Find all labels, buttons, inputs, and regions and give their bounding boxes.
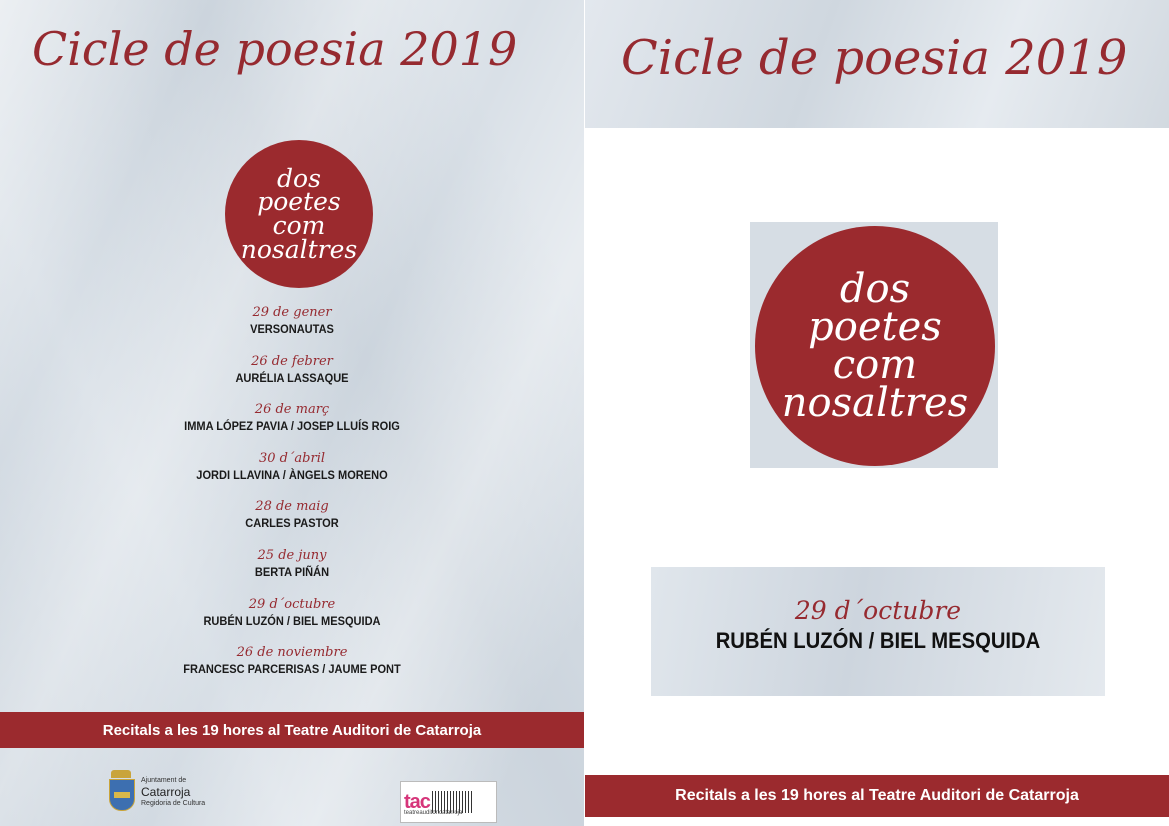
schedule-entry — [92, 596, 492, 645]
tac-mark: tac — [404, 790, 430, 813]
tac-subtitle: teatreauditoricatarroja — [404, 810, 463, 816]
schedule-entry — [92, 353, 492, 402]
ajuntament-name: Catarroja — [141, 785, 191, 799]
logo-line: nosaltres — [781, 380, 969, 426]
entry-poets: RUBÉN LUZÓN / BIEL MESQUIDA — [203, 613, 381, 628]
schedule-entry — [92, 547, 492, 596]
schedule-list — [92, 304, 492, 693]
entry-date: 26 de febrer — [251, 353, 333, 369]
poster-full-program — [0, 0, 584, 826]
dos-poetes-logo — [755, 226, 995, 466]
crest-icon — [107, 770, 135, 814]
entry-date: 29 de gener — [252, 305, 332, 320]
ajuntament-text — [141, 776, 205, 808]
schedule-entry — [92, 401, 492, 450]
logo-line: dos — [839, 266, 911, 312]
logo-line: dos — [277, 163, 321, 193]
ajuntament-line: Regidoria de Cultura — [141, 800, 206, 807]
entry-poets: FRANCESC PARCERISAS / JAUME PONT — [183, 662, 401, 677]
entry-date: 26 de març — [254, 402, 330, 418]
logo-line: com — [832, 342, 918, 388]
entry-date: 26 de noviembre — [236, 645, 348, 661]
entry-poets: VERSONAUTAS — [250, 322, 334, 336]
entry-poets: CARLES PASTOR — [245, 516, 339, 531]
logo-box — [750, 222, 998, 468]
entry-poets: JORDI LLAVINA / ÀNGELS MORENO — [196, 467, 388, 482]
entry-poets: AURÉLIA LASSAQUE — [235, 370, 349, 385]
schedule-entry — [92, 498, 492, 547]
schedule-entry — [92, 450, 492, 499]
entry-date: 28 de maig — [255, 499, 329, 515]
recitals-banner: Recitals a les 19 hores al Teatre Auditori de Catarroja — [0, 712, 584, 748]
entry-date: 25 de juny — [257, 547, 327, 563]
featured-poets: RUBÉN LUZÓN / BIEL MESQUIDA — [715, 628, 1041, 653]
schedule-entry — [92, 644, 492, 693]
logo-line: com — [272, 211, 326, 240]
logo-line: poetes — [257, 187, 341, 217]
featured-date: 29 d´octubre — [794, 596, 962, 625]
tac-logo — [400, 781, 497, 823]
entry-poets: IMMA LÓPEZ PAVIA / JOSEP LLUÍS ROIG — [184, 419, 400, 434]
entry-poets: BERTA PIÑÁN — [254, 564, 330, 579]
entry-date: 30 d´abril — [258, 450, 326, 466]
logo-line: poetes — [808, 304, 942, 350]
featured-event — [651, 567, 1105, 696]
entry-date: 29 d´octubre — [248, 596, 336, 612]
logo-line: nosaltres — [240, 234, 358, 264]
dos-poetes-logo — [225, 140, 373, 288]
poster-featured-event — [585, 0, 1169, 826]
ajuntament-line: Ajuntament de — [141, 777, 187, 784]
ajuntament-logo — [107, 768, 227, 816]
poster-title: Cicle de poesia 2019 — [32, 22, 518, 76]
recitals-banner: Recitals a les 19 hores al Teatre Auditori de Catarroja — [585, 775, 1169, 817]
schedule-entry — [92, 304, 492, 353]
poster-title: Cicle de poesia 2019 — [621, 30, 1128, 86]
